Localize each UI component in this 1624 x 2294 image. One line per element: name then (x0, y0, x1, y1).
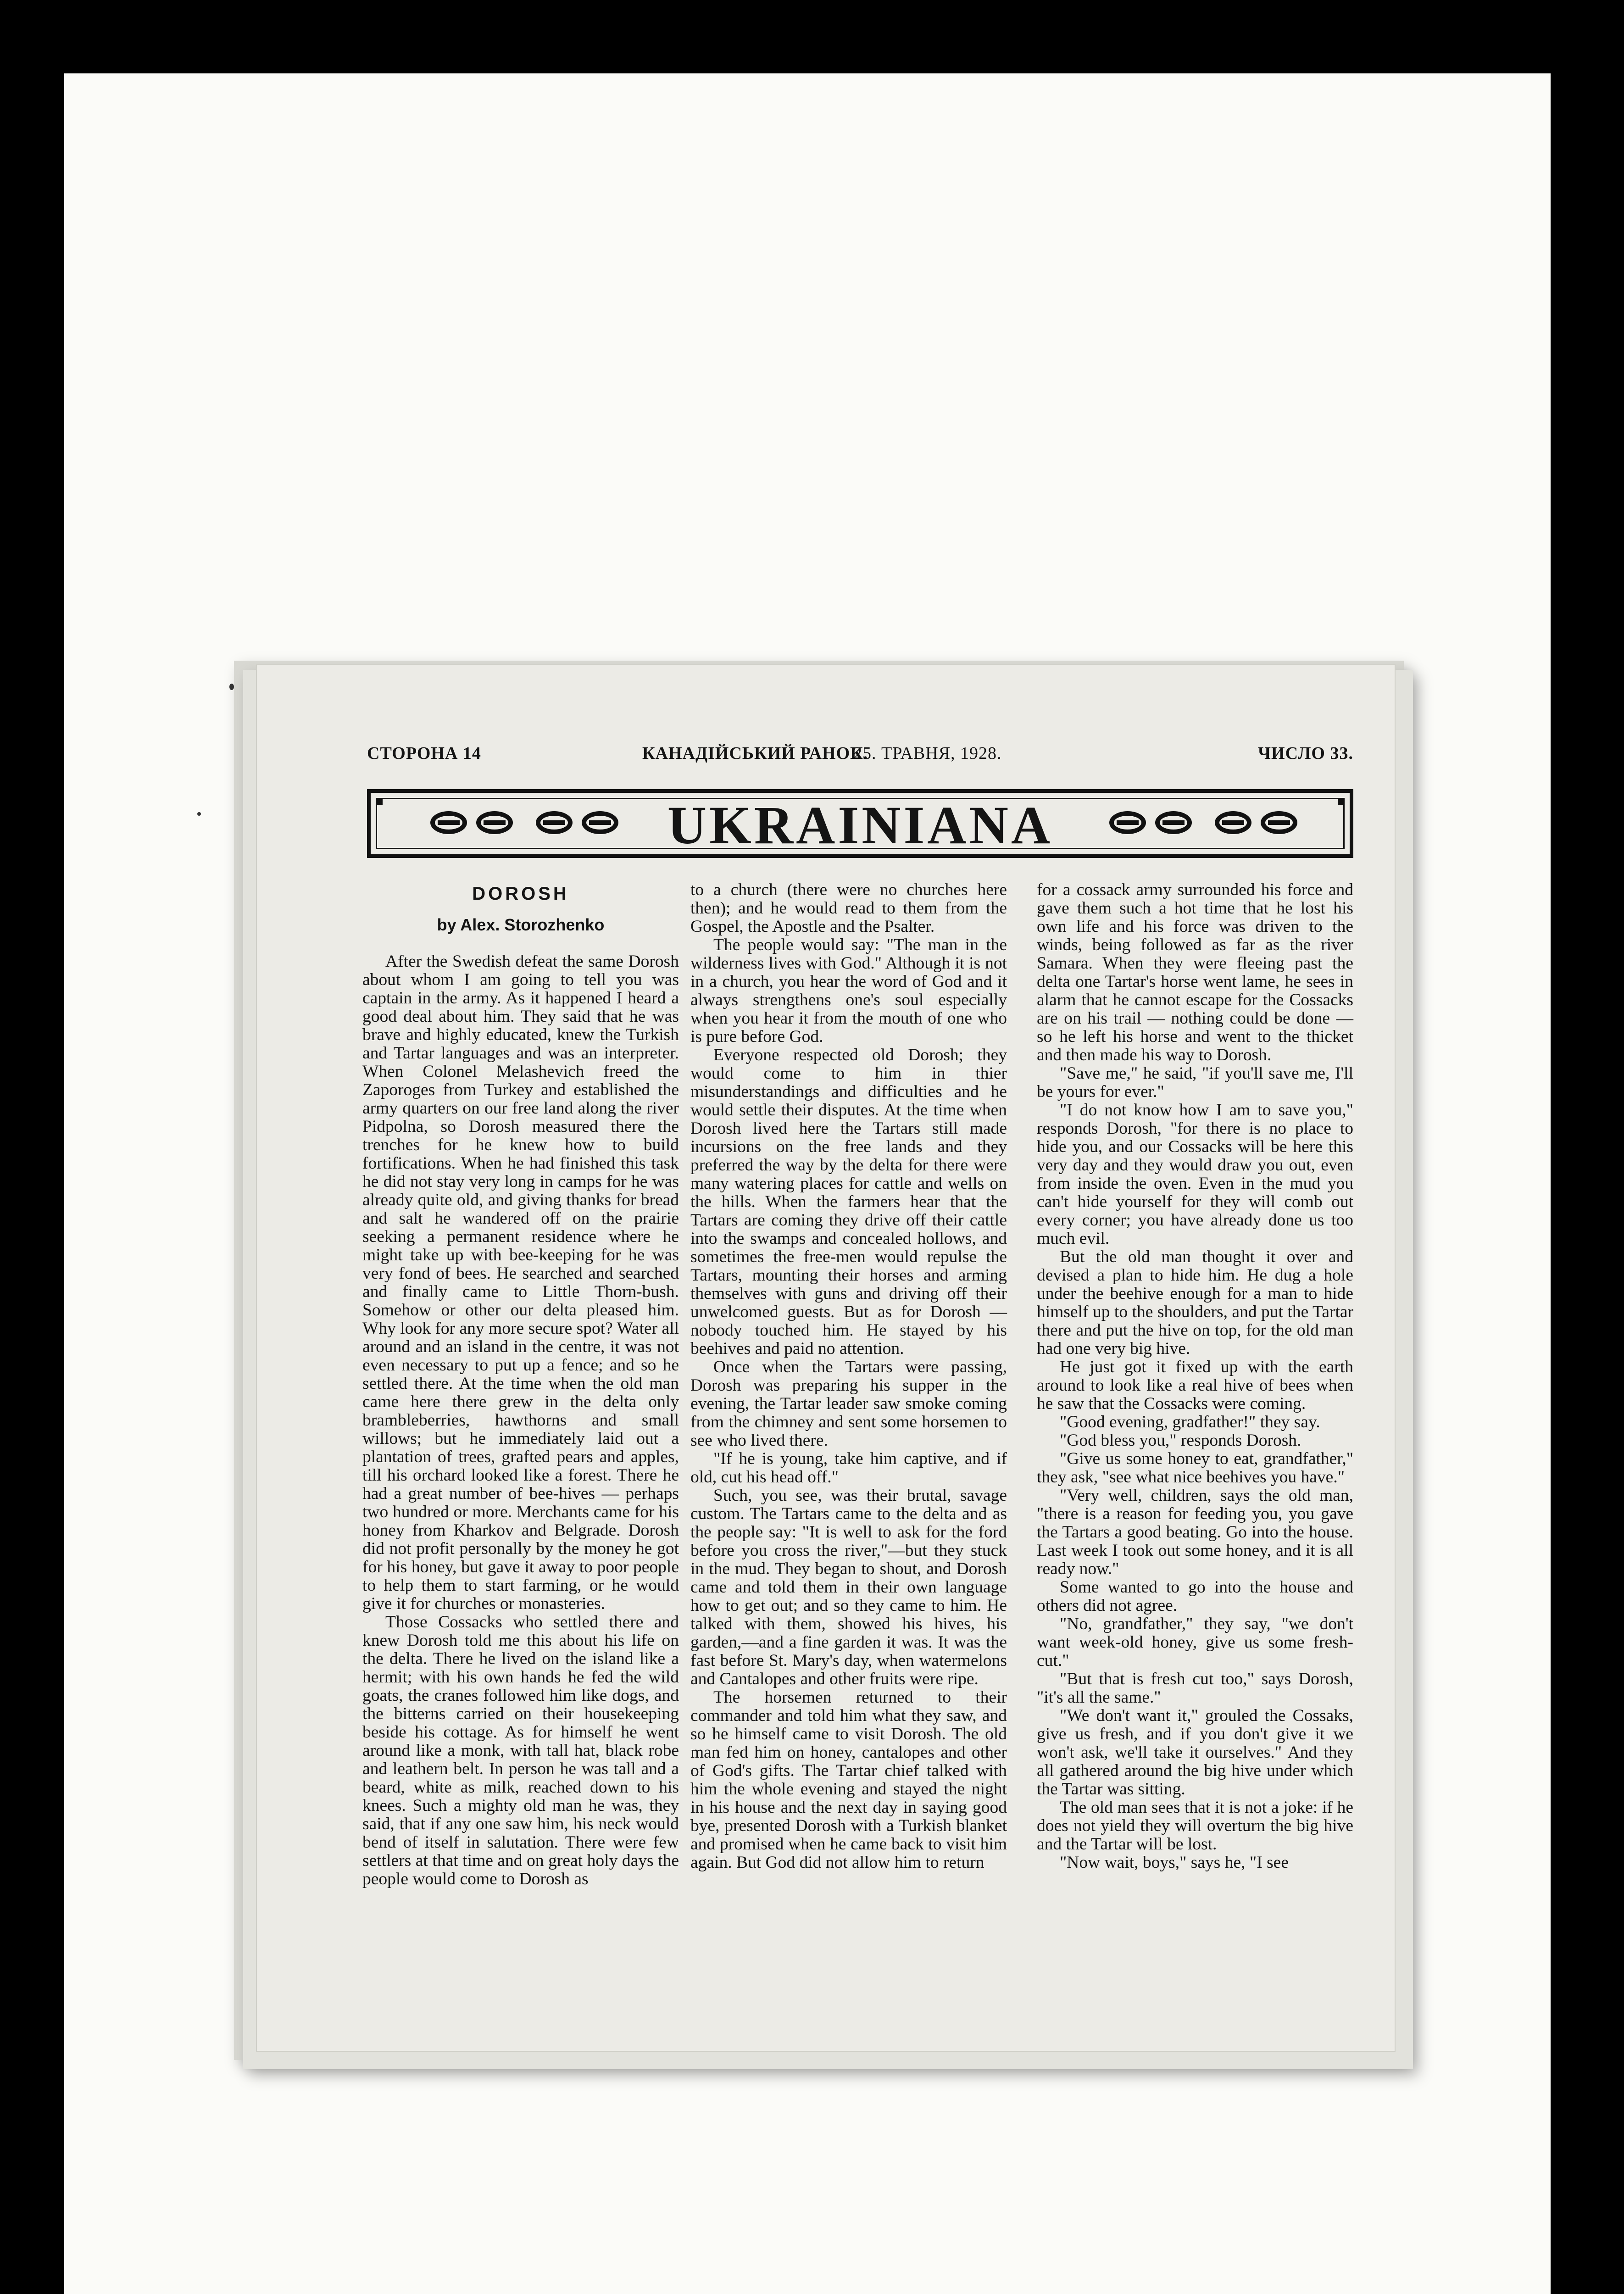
newspaper-name: КАНАДІЙСЬКИЙ РАНОК. (642, 744, 868, 763)
article-paragraph: "Now wait, boys," says he, "I see (1060, 1853, 1289, 1872)
article-paragraph: "No, grandfather," they say, "we don't want week-old honey, give us some fresh-cut." (1037, 1615, 1353, 1670)
article-paragraph: Some wanted to go into the house and others did not agree. (1037, 1578, 1353, 1615)
article-paragraph: The people would say: "The man in the wilderness lives with God." Although it is not in a church, you hear the word of God and it always strengthens one's soul especially when you hear it from the mouth of one who is pure before God. (690, 935, 1007, 1046)
article-paragraph: He just got it fixed up with the earth around to look like a real hive of bees when he saw that the Cossacks were coming. (1037, 1358, 1353, 1413)
issue-number: ЧИСЛО 33. (1258, 744, 1353, 763)
dust-speck (229, 684, 234, 690)
story-title: DOROSH (472, 884, 569, 904)
article-column-3 (1037, 881, 1353, 1872)
article-paragraph: The horsemen returned to their commander and told him what they saw, and so he himself came to visit Dorosh. The old man fed him on honey, cantalopes and other of God's gifts. The Tartar chief talked with him the whole evening and stayed the night in his house and the next day in saying good bye, presented Dorosh with a Turkish blanket and promised when he came back to visit him again. But God did not allow him to return (690, 1688, 1007, 1872)
newspaper-page (257, 665, 1395, 2051)
article-paragraph: for a cossack army surrounded his force and gave them such a hot time that he lost his own life and his force was driven to the winds, being followed as far as the river Samara. When they were fleeing past the delta one Tartar's horse went lame, he sees in alarm that he cannot escape for the Cossacks are on his trail — nothing could be done — so he left his horse and went to the thicket and then made his way to Dorosh. (1037, 880, 1353, 1064)
dust-speck (197, 812, 201, 816)
issue-date: 25. ТРАВНЯ, 1928. (853, 744, 1002, 763)
article-paragraph: "Very well, children, says the old man, "there is a reason for feeding you, you gave the Tartars a good beating. Go into the house. Last week I took out some honey, and it is all ready now." (1037, 1486, 1353, 1578)
article-paragraph: Everyone respected old Dorosh; they would come to him in thier misunderstandings and difficulties and he would settle their disputes. At the time when Dorosh lived here the Tartars still made incursions on the free lands and they preferred the way by the delta for there were many watering places for cattle and wells on the hills. When the farmers hear that the Tartars are coming they drive off their cattle into the swamps and concealed hollows, and sometimes the free-men would repulse the Tartars, mounting their horses and arming themselves with guns and driving off their unwelcomed guests. But as for Dorosh — nobody touched him. He stayed by his beehives and paid no attention. (690, 1046, 1007, 1358)
article-paragraph: "I do not know how I am to save you," responds Dorosh, "for there is no place to hide you, and our Cossacks will be here this very day and they would draw you out, even from inside the oven. Even in the mud you can't hide yourself for they will comb out every corner; you have already done us too much evil. (1037, 1101, 1353, 1248)
ornament-icon (1109, 811, 1146, 834)
article-column-1 (362, 881, 679, 1888)
ornament-icon (1261, 811, 1297, 834)
article-paragraph: "If he is young, take him captive, and if old, cut his head off." (690, 1449, 1007, 1487)
article-paragraph: "But that is fresh cut too," says Dorosh, "it's all the same." (1037, 1670, 1353, 1707)
article-paragraph: "Good evening, gradfather!" they say. (1060, 1413, 1320, 1431)
running-head (367, 743, 1353, 771)
article-paragraph: The old man sees that it is not a joke: if he does not yield they will overturn the big hive and the Tartar will be lost. (1037, 1798, 1353, 1854)
article-paragraph: Those Cossacks who settled there and knew Dorosh told me this about his life on the delta. There he lived on the island like a hermit; with his own hands he fed the wild goats, the cranes followed him like dogs, and the bitterns carried on their housekeeping beside his cottage. As for himself he went around like a monk, with tall hat, black robe and leathern belt. In person he was tall and a beard, white as milk, reached down to his knees. Such a mighty old man he was, they said, that if any one saw him, his neck would bend of itself in salutation. There were few settlers at that time and on great holy days the people would come to Dorosh as (362, 1613, 679, 1888)
article-paragraph: Such, you see, was their brutal, savage custom. The Tartars came to the delta and as the people say: "It is well to ask for the ford before you cross the river,"—but they stuck in the mud. They began to shout, and Dorosh came and told them in their own language how to get out; and so they came to him. He talked with them, showed his hives, his garden,—and a fine garden it was. It was the fast before St. Mary's day, when watermelons and Cantalopes and other fruits were ripe. (690, 1486, 1007, 1688)
ornament-icon (1155, 811, 1192, 834)
article-paragraph: "God bless you," responds Dorosh. (1060, 1431, 1301, 1450)
article-column-2 (690, 881, 1007, 1872)
article-paragraph: After the Swedish defeat the same Dorosh about whom I am going to tell you was captain in the army. As it happened I heard a good deal about him. They said that he was brave and highly educated, knew the Turkish and Tartar languages and was an interpreter. When Colonel Melashevich freed the Zaporoges from Turkey and established the army quarters on our free land along the river Pidpolna, so Dorosh measured there the trenches for he knew how to build fortifications. When he had finished this task he did not stay very long in camps for he was already quite old, and giving thanks for bread and salt he wandered off on the prairie seeking a permanent residence where he might take up with bee-keeping for he was very fond of bees. He searched and searched and finally came to Little Thorn-bush. Somehow or other our delta pleased him. Why look for any more secure spot? Water all around and an island in the centre, it was not even necessary to put up a fence; and so he settled there. At the time when the old man came here there grew in the delta only brambleberries, hawthorns and small willows; but he immediately laid out a plantation of trees, grafted pears and apples, till his orchard looked like a forest. There he had a great number of bee-hives — perhaps two hundred or more. Merchants came for his honey from Kharkov and Belgrade. Dorosh did not profit personally by the money he got for his honey, but gave it away to poor people to help them to start farming, or he would give it for churches or monasteries. (362, 952, 679, 1613)
article-paragraph: Once when the Tartars were passing, Dorosh was preparing his supper in the evening, the Tartar leader saw smoke coming from the chimney and sent some horsemen to see who lived there. (690, 1358, 1007, 1450)
section-title: UKRAINIANA (667, 795, 1053, 855)
article-paragraph: "Give us some honey to eat, grandfather," they ask, "see what nice beehives you have." (1037, 1449, 1353, 1487)
article-paragraph: to a church (there were no churches here then); and he would read to them from the Gospel, the Apostle and the Psalter. (690, 880, 1007, 936)
article-paragraph: But the old man thought it over and devised a plan to hide him. He dug a hole under the beehive enough for a man to hide himself up to the shoulders, and put the Tartar there and put the hive on top, for the old man had one very big hive. (1037, 1247, 1353, 1358)
section-banner (367, 789, 1353, 858)
page-number: СТОРОНА 14 (367, 744, 481, 763)
story-byline: by Alex. Storozhenko (437, 915, 605, 934)
article-paragraph: "We don't want it," grouled the Cossaks, give us fresh, and if you don't give it we won't ask, we'll take it ourselves." And they all gathered around the big hive under which the Tartar was sitting. (1037, 1706, 1353, 1798)
ornament-icon (1215, 811, 1251, 834)
article-paragraph: "Save me," he said, "if you'll save me, I'll be yours for ever." (1037, 1064, 1353, 1101)
